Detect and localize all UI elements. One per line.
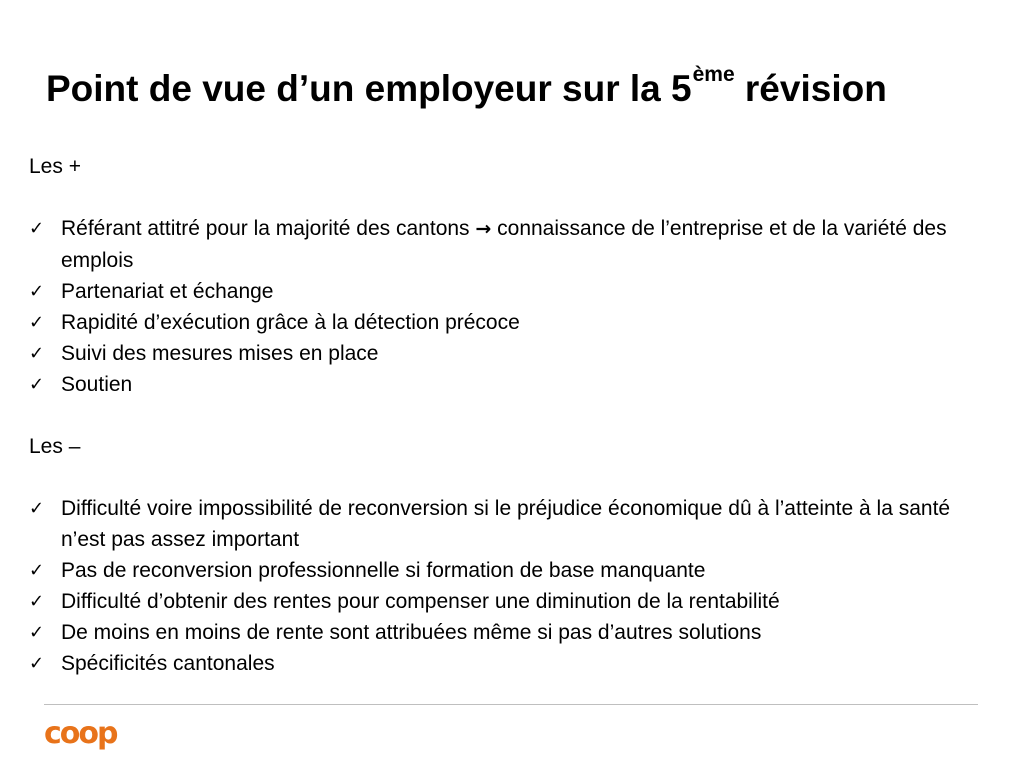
plus-item-text: Suivi des mesures mises en place [61,342,379,365]
checkmark-icon: ✓ [29,343,45,364]
minus-item [29,617,969,648]
plus-item [29,338,969,369]
checkmark-icon: ✓ [29,498,45,519]
minus-item [29,648,969,679]
checkmark-icon: ✓ [29,281,45,302]
minus-item-text: Difficulté d’obtenir des rentes pour compenser une diminution de la rentabilité [61,590,780,613]
checkmark-icon: ✓ [29,622,45,643]
plus-item-text: Rapidité d’exécution grâce à la détection précoce [61,311,520,334]
checkmark-icon: ✓ [29,560,45,581]
slide-content [29,151,969,679]
plus-item [29,276,969,307]
plus-item [29,307,969,338]
minus-item-text: De moins en moins de rente sont attribuées même si pas d’autres solutions [61,621,762,644]
spacer [29,182,969,213]
spacer [29,462,969,493]
plus-item [29,369,969,400]
minus-heading: Les – [29,435,81,458]
minus-item-text: Pas de reconversion professionnelle si formation de base manquante [61,559,706,582]
checkmark-icon: ✓ [29,653,45,674]
spacer [29,400,969,431]
checkmark-icon: ✓ [29,312,45,333]
footer-divider [44,704,978,705]
minus-item-text: Difficulté voire impossibilité de reconversion si le préjudice économique dû à l’atteinte à la santé n’est pas assez important [61,497,951,551]
minus-item-text: Spécificités cantonales [61,652,275,675]
plus-item [29,213,969,276]
minus-item [29,586,969,617]
title-main: Point de vue d’un employeur sur la 5 [46,68,692,109]
checkmark-icon: ✓ [29,218,45,239]
checkmark-icon: ✓ [29,591,45,612]
title-superscript: ème [692,63,735,86]
plus-item-text [61,213,969,276]
minus-item [29,555,969,586]
plus-item-text-end: connaissance de l’entreprise et de la variété des emplois [61,217,947,272]
coop-logo: coop [44,716,117,751]
right-arrow-icon: → [475,218,492,240]
minus-item [29,493,969,555]
plus-item-text: Partenariat et échange [61,280,274,303]
plus-item-text-start: Référant attitré pour la majorité des cantons [61,217,476,240]
title-end: révision [734,68,887,109]
plus-heading: Les + [29,155,81,178]
checkmark-icon: ✓ [29,374,45,395]
plus-item-text: Soutien [61,373,133,396]
slide-title [46,63,1006,109]
